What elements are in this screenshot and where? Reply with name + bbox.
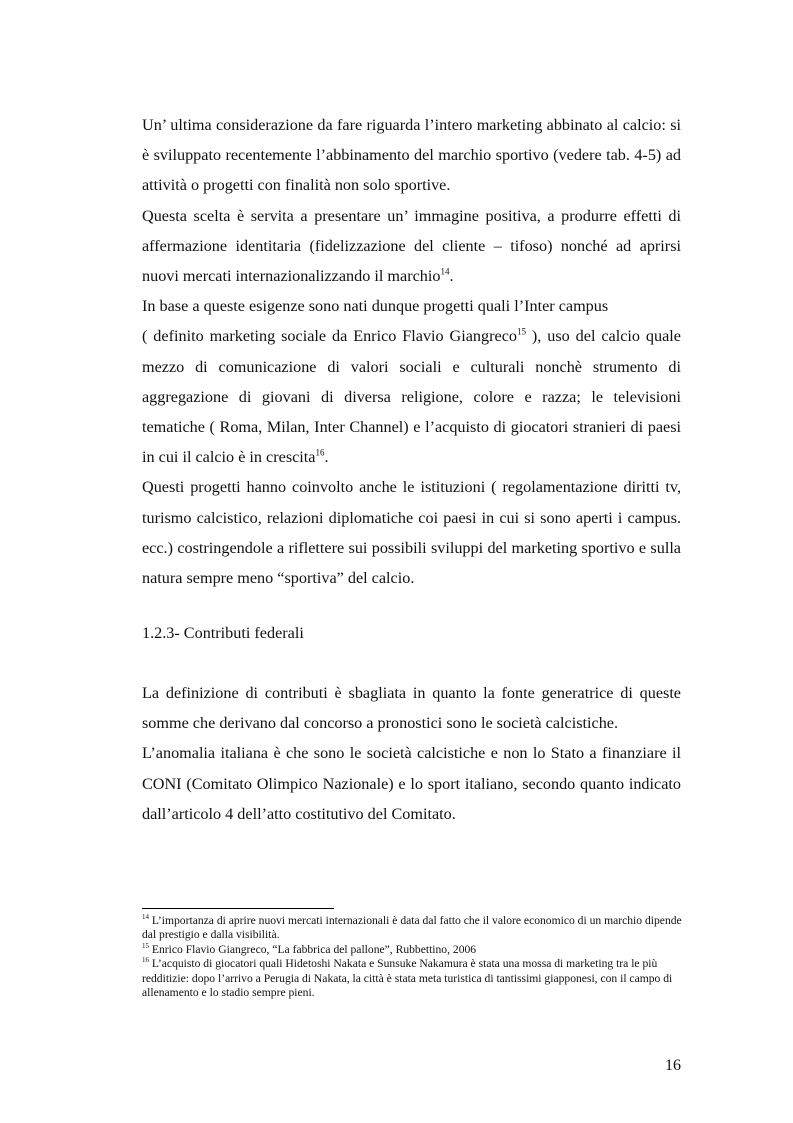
paragraph-4: ( definito marketing sociale da Enrico Flavio Giangreco$^{15}$ ), uso del calcio quale mezzo di comunicazione di valori sociali e culturali nonchè strumento di aggregazione di giovani di diversa religione, colore e razza; le televisioni tematiche ( Roma, Milan, Inter Channel) e l’acquisto di giocatori stranieri di paesi in cui il calcio è in crescita$^{16}$. [142,327,681,467]
footnote-divider [142,908,334,909]
paragraph-5: Questi progetti hanno coinvolto anche le istituzioni ( regolamentazione diritti tv, turismo calcistico, relazioni diplomatiche coi paesi in cui si sono aperti i campus. ecc.) costringendole a riflettere sui possibili sviluppi del marketing sportivo e sulla natura sempre meno “sportiva” del calcio. [142,478,681,588]
footnote-16 [142,957,687,1000]
paragraph-3: In base a queste esigenze sono nati dunque progetti quali l’Inter campus [142,297,609,316]
section-heading-wrap [142,618,681,648]
paragraph-2: Questa scelta è servita a presentare un’ immagine positiva, a produrre effetti di affermazione identitaria (fidelizzazione del cliente – tifoso) nonché ad aprirsi nuovi mercati internazionalizzando il marchio$^{14}$. [142,206,681,286]
body-text [142,110,681,593]
paragraph-1: Un’ ultima considerazione da fare riguarda l’intero marketing abbinato al calcio: si è sviluppato recentemente l’abbinamento del marchio sportivo (vedere tab. 4-5) ad attività o progetti con finalità non solo sportive. [142,116,681,195]
section-heading: 1.2.3- Contributi federali [142,624,304,642]
footnote-text: L’importanza di aprire nuovi mercati internazionali è data dal fatto che il valore economico di un marchio dipende dal prestigio e dalla visibilità. [142,914,682,942]
footnote-number: 14 [142,913,149,922]
footnote-text: Enrico Flavio Giangreco, “La fabbrica del pallone”, Rubbettino, 2006 [149,942,477,956]
section-paragraph-1: La definizione di contributi è sbagliata in quanto la fonte generatrice di queste somme che derivano dal concorso a pronostici sono le società calcistiche. [142,684,681,733]
footnote-ref-14[interactable]: 14 [440,266,450,277]
footnote-15 [142,943,687,957]
footnote-number: 16 [142,956,149,965]
footnote-text: L’acquisto di giocatori quali Hidetoshi Nakata e Sunsuke Nakamura è stata una mossa di marketing tra le più redditizie: dopo l’arrivo a Perugia di Nakata, la città è stata meta turistica di tantissimi giapponesi, con il campo di allenamento e lo stadio sempre pieni. [142,957,673,1000]
footnote-ref-16[interactable]: 16 [315,447,325,458]
section-paragraph-2: L’anomalia italiana è che sono le società calcistiche e non lo Stato a finanziare il CONI (Comitato Olimpico Nazionale) e lo sport italiano, secondo quanto indicato dall’articolo 4 dell’atto costitutivo del Comitato. [142,744,681,823]
footnote-number: 15 [142,941,149,950]
footnote-14 [142,914,687,943]
page-number: 16 [665,1057,681,1074]
footnote-ref-15[interactable]: 15 [516,327,526,338]
section-text [142,678,681,829]
footnotes [142,914,687,1000]
